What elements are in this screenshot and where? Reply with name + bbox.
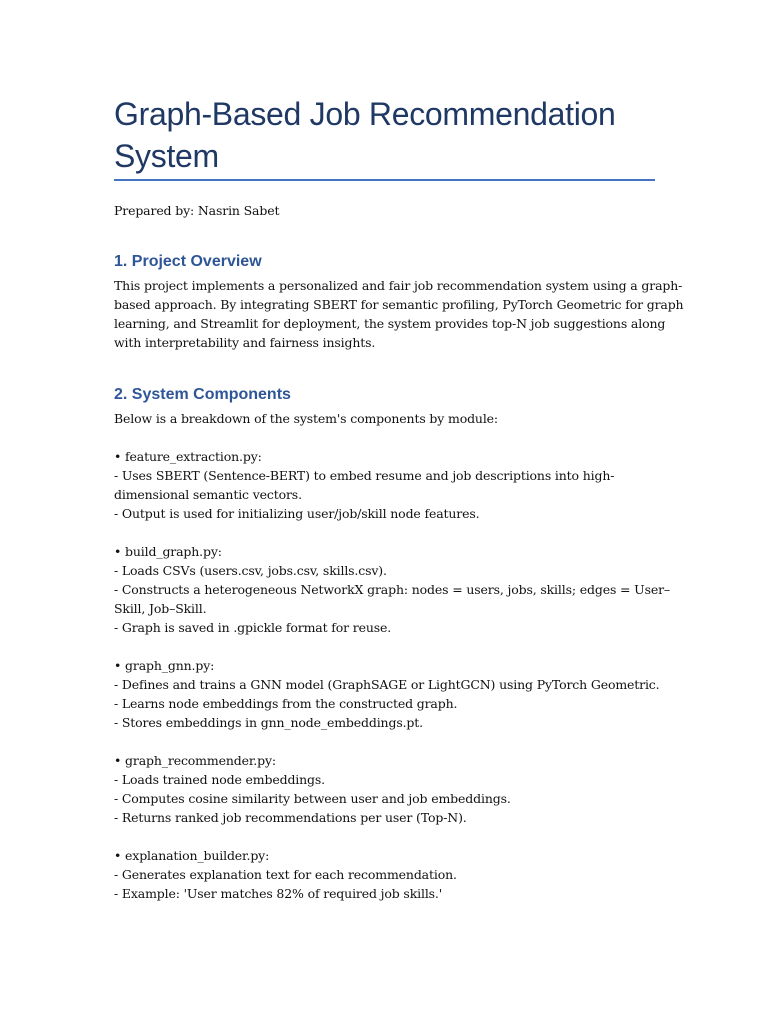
title-underline <box>114 179 655 181</box>
components-intro: Below is a breakdown of the system's components by module: <box>114 411 498 426</box>
paragraph-line: based approach. By integrating SBERT for semantic profiling, PyTorch Geometric for graph <box>114 297 684 312</box>
module-detail-line: - Example: 'User matches 82% of required job skills.' <box>114 886 443 901</box>
section-heading-project-overview: 1. Project Overview <box>114 253 262 270</box>
module-detail-line: - Defines and trains a GNN model (GraphSAGE or LightGCN) using PyTorch Geometric. <box>114 677 660 692</box>
document-title-line: Graph-Based Job Recommendation <box>114 96 616 132</box>
paragraph-gap <box>114 523 659 542</box>
system-components-body <box>114 409 671 903</box>
module-detail-line: - Uses SBERT (Sentence-BERT) to embed resume and job descriptions into high- <box>114 468 615 483</box>
paragraph-gap <box>114 637 659 656</box>
module-detail-line: - Generates explanation text for each recommendation. <box>114 867 457 882</box>
module-detail-line: dimensional semantic vectors. <box>114 487 302 502</box>
section-heading-system-components: 2. System Components <box>114 386 291 403</box>
document-title <box>114 93 659 177</box>
module-name: • graph_recommender.py: <box>114 753 276 768</box>
module-name: • explanation_builder.py: <box>114 848 270 863</box>
module-name: • graph_gnn.py: <box>114 658 215 673</box>
module-detail-line: - Loads trained node embeddings. <box>114 772 325 787</box>
module-detail-line: Skill, Job–Skill. <box>114 601 207 616</box>
prepared-by: Prepared by: Nasrin Sabet <box>114 203 280 218</box>
module-name: • feature_extraction.py: <box>114 449 262 464</box>
project-overview-paragraph <box>114 276 684 352</box>
module-detail-line: - Learns node embeddings from the constructed graph. <box>114 696 458 711</box>
document-title-line: System <box>114 138 219 174</box>
module-detail-line: - Output is used for initializing user/job/skill node features. <box>114 506 480 521</box>
module-detail-line: - Computes cosine similarity between user and job embeddings. <box>114 791 511 806</box>
module-detail-line: - Stores embeddings in gnn_node_embeddings.pt. <box>114 715 423 730</box>
module-detail-line: - Constructs a heterogeneous NetworkX graph: nodes = users, jobs, skills; edges = User– <box>114 582 671 597</box>
paragraph-line: This project implements a personalized and fair job recommendation system using a graph- <box>114 278 683 293</box>
module-name: • build_graph.py: <box>114 544 222 559</box>
paragraph-line: with interpretability and fairness insights. <box>114 335 376 350</box>
module-detail-line: - Returns ranked job recommendations per user (Top-N). <box>114 810 467 825</box>
paragraph-gap <box>114 428 659 447</box>
paragraph-line: learning, and Streamlit for deployment, the system provides top-N job suggestions along <box>114 316 666 331</box>
paragraph-gap <box>114 732 659 751</box>
module-detail-line: - Loads CSVs (users.csv, jobs.csv, skills.csv). <box>114 563 387 578</box>
paragraph-gap <box>114 827 659 846</box>
module-detail-line: - Graph is saved in .gpickle format for reuse. <box>114 620 392 635</box>
